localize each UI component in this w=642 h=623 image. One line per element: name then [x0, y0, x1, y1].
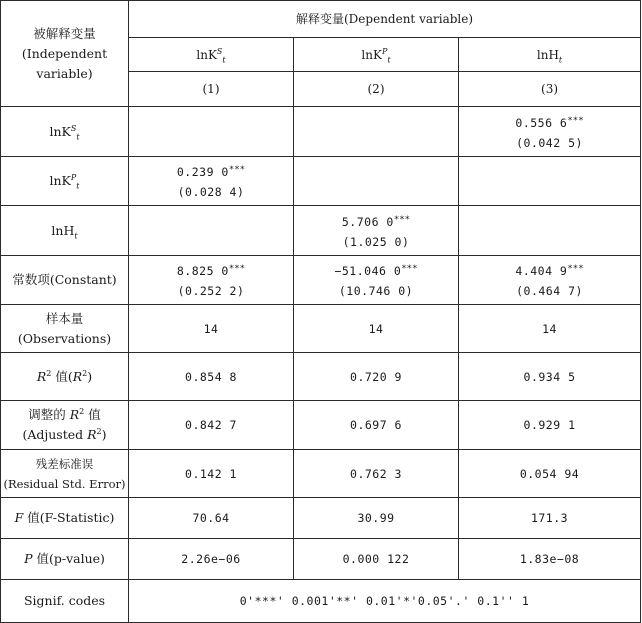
row-constant — [1, 256, 641, 305]
cell-f-statistic-3: 171.3 — [459, 498, 641, 539]
cell-lnh-1 — [129, 206, 294, 256]
cell-r2-2: 0.720 9 — [294, 353, 459, 401]
cell-lnkp-1 — [129, 157, 294, 206]
cell-residual-std-error-3: 0.054 94 — [459, 450, 641, 498]
coef: 8.825 0 — [176, 264, 229, 278]
cell-p-value-2: 0.000 122 — [294, 539, 459, 580]
cell-adjusted-r2-1: 0.842 7 — [129, 401, 294, 450]
cell-lnh-3 — [459, 206, 641, 256]
coef: 5.706 0 — [341, 214, 394, 229]
cell-residual-std-error-2: 0.762 3 — [294, 450, 459, 498]
std-error: (10.746 0) — [338, 284, 414, 298]
std-error: (0.042 5) — [516, 135, 583, 150]
row-lnh — [1, 206, 641, 256]
cell-constant-1 — [129, 256, 294, 305]
std-error: (1.025 0) — [342, 234, 410, 249]
cell-lnkp-3 — [459, 157, 641, 206]
col-header-lnkp: lnK$^P_t$ — [294, 38, 459, 72]
sig-stars: *** — [228, 264, 246, 274]
cell-observations-2: 14 — [294, 305, 459, 353]
row-label-r2: $R^2$ 值$(R^2)$ — [1, 353, 129, 401]
row-label-observations: 样本量 (Observations) — [1, 305, 129, 353]
col-header-lnks: lnK$^S_t$ — [129, 38, 294, 72]
row-observations — [1, 305, 641, 353]
coef: 4.404 9 — [515, 264, 568, 278]
row-label-f-statistic: F 值(F-Statistic) — [1, 498, 129, 539]
corner-line-3: variable) — [36, 65, 93, 81]
cell-observations-1: 14 — [129, 305, 294, 353]
sig-stars: *** — [393, 214, 411, 225]
row-label-constant: 常数项(Constant) — [1, 256, 129, 305]
col-num-3: (3) — [459, 72, 641, 107]
cell-adjusted-r2-2: 0.697 6 — [294, 401, 459, 450]
sig-stars: *** — [567, 264, 584, 274]
col-num-1: (1) — [129, 72, 294, 107]
row-label-p-value: P 值(p-value) — [1, 539, 129, 580]
row-label-lnkp: lnK$^P_t$ — [1, 157, 129, 206]
corner-line-1: 被解释变量 — [33, 25, 96, 41]
cell-p-value-3: 1.83e−08 — [459, 539, 641, 580]
row-p-value — [1, 539, 641, 580]
cell-observations-3: 14 — [459, 305, 641, 353]
cell-constant-3 — [459, 256, 641, 305]
cell-constant-2 — [294, 256, 459, 305]
row-label-lnh: lnH$_t$ — [1, 206, 129, 256]
coef: 0.239 0 — [176, 165, 229, 179]
row-lnks — [1, 107, 641, 157]
corner-header — [1, 1, 129, 107]
row-r2 — [1, 353, 641, 401]
cell-lnks-1 — [129, 107, 294, 157]
row-residual-std-error — [1, 450, 641, 498]
std-error: (0.252 2) — [177, 284, 245, 298]
col-num-2: (2) — [294, 72, 459, 107]
cell-lnks-2 — [294, 107, 459, 157]
col-header-lnh: lnH$_t$ — [459, 38, 641, 72]
cell-lnh-2 — [294, 206, 459, 256]
sig-stars: *** — [401, 264, 418, 274]
row-lnkp — [1, 157, 641, 206]
cell-lnkp-2 — [294, 157, 459, 206]
row-f-statistic — [1, 498, 641, 539]
cell-lnks-3 — [459, 107, 641, 157]
cell-p-value-1: 2.26e−06 — [129, 539, 294, 580]
signif-codes-legend: 0'***' 0.001'**' 0.01'*'0.05'.' 0.1'' 1 — [129, 580, 641, 623]
cell-f-statistic-2: 30.99 — [294, 498, 459, 539]
corner-line-2: (Independent — [21, 45, 108, 61]
cell-residual-std-error-1: 0.142 1 — [129, 450, 294, 498]
row-label-lnks: lnK$^S_t$ — [1, 107, 129, 157]
row-label-residual-std-error: 残差标准误 (Residual Std. Error) — [1, 450, 129, 498]
sig-stars: *** — [228, 165, 246, 175]
cell-f-statistic-1: 70.64 — [129, 498, 294, 539]
row-label-adjusted-r2: 调整的 $R^2$ 值 (Adjusted $R^2$) — [1, 401, 129, 450]
dependent-variable-header: 解释变量(Dependent variable) — [129, 1, 641, 38]
cell-r2-1: 0.854 8 — [129, 353, 294, 401]
sig-stars: *** — [567, 115, 584, 126]
coef: −51.046 0 — [334, 264, 402, 278]
std-error: (0.028 4) — [177, 185, 245, 199]
coef: 0.556 6 — [515, 115, 568, 130]
cell-adjusted-r2-3: 0.929 1 — [459, 401, 641, 450]
row-signif-codes — [1, 580, 641, 623]
std-error: (0.464 7) — [516, 284, 583, 298]
row-adjusted-r2 — [1, 401, 641, 450]
row-label-signif-codes: Signif. codes — [1, 580, 129, 623]
cell-r2-3: 0.934 5 — [459, 353, 641, 401]
